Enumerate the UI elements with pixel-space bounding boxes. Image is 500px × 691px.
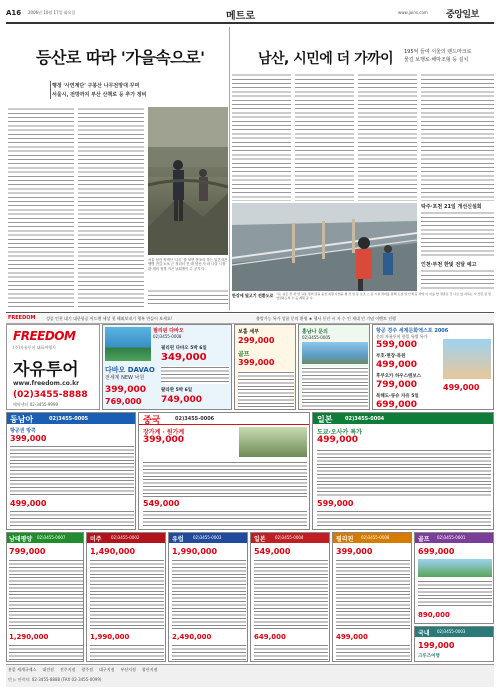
region-price-2: 599,000 [317, 499, 354, 508]
region-japan-2 [250, 532, 330, 662]
article-body-col2 [78, 107, 144, 307]
region-price-2: 890,000 [418, 611, 450, 619]
region-price: 499,000 [317, 435, 358, 445]
region-phone: 02)3455-0006 [175, 415, 215, 422]
brand-slogan: 자유투어 [13, 360, 79, 380]
japan-sub-price: 499,000 [376, 360, 417, 370]
region-details [90, 559, 164, 629]
region-name: 필리핀 [336, 536, 354, 543]
article-subhead-1: 행정 '사연계단' 구봉산 나무전망대 꾸며 [52, 83, 140, 89]
ad-banner-text: 성종 인천 대기 대한항공 어드밴 세상 첫 해외보내기 행복 만들어 보세요! [46, 315, 173, 321]
photo-caption-label: 한강에 빛고기 전환도로 [232, 293, 274, 298]
region-price: 1,490,000 [90, 547, 136, 556]
hokkaido-title: 북해도·큐슈 자유 5일 [376, 394, 419, 399]
region-phone: 02)3455-0005 [49, 415, 89, 422]
brand-block [6, 324, 100, 410]
article-headline: 남산, 시민에 더 가까이 [258, 51, 394, 67]
special-tag: 필리핀 다바오 5박 6일 [161, 346, 207, 351]
subhead-bar [50, 81, 51, 99]
region-europe [168, 532, 248, 662]
special-details [161, 366, 229, 384]
footer-branch: 광산지점 [141, 667, 158, 672]
region-phone: 02)3455-0003 [437, 629, 466, 634]
region-philippines [332, 532, 412, 662]
article-body-col4 [421, 73, 494, 201]
region-phone: 02)3455-0001 [437, 535, 466, 540]
expo-price-2: 499,000 [443, 383, 480, 392]
article-body-col1 [8, 107, 74, 307]
region-price-2: 499,000 [336, 633, 368, 641]
region-price-2: 1,990,000 [90, 633, 130, 641]
region-details-2 [336, 644, 410, 660]
header-rule [6, 22, 494, 24]
region-phone: 02)3455-0002 [111, 535, 140, 540]
region-name: 유럽 [172, 536, 184, 543]
region-headline: 항공권 방콕 [10, 428, 36, 434]
palawan-price: 749,000 [161, 395, 202, 405]
brand-url: www.freedom.co.kr [13, 380, 80, 387]
region-details [317, 449, 491, 497]
article-deck-1: 195억 들여 서울의 랜드마크로 [404, 49, 472, 55]
region-details-2 [317, 510, 491, 528]
ad-brand-mini: FREEDOM [8, 315, 36, 321]
region-south-pacific [6, 532, 84, 662]
region-price: 699,000 [418, 547, 455, 556]
region-price-2: 2,490,000 [172, 633, 212, 641]
region-price: 399,000 [143, 435, 184, 445]
sidebar-body-1 [421, 211, 494, 257]
region-phone: 02)3455-0004 [275, 535, 304, 540]
region-name: 동남아 [10, 415, 34, 424]
region-row-2 [6, 532, 494, 662]
china-photo [239, 427, 307, 457]
region-header [139, 413, 310, 425]
region-details [254, 559, 328, 629]
page-date: 2006년 10월 17일 화요일 [28, 10, 76, 15]
region-americas [86, 532, 166, 662]
japan-photo [443, 339, 491, 379]
region-phone: 02)3455-0003 [193, 535, 222, 540]
expo-sub: 문의 자유투어 한일 특별 특가 [376, 334, 428, 339]
hongkong-photo [302, 342, 368, 364]
section-title: 메트로 [226, 11, 255, 22]
page-header [6, 7, 494, 21]
philippines-phone: 02)3455-0008 [153, 334, 182, 339]
ad-rule [6, 312, 494, 313]
sidebar-title-2: 인천·부천 한빛 전달 예고 [421, 262, 477, 268]
footer-branch: 부산지점 [120, 667, 136, 672]
article-body-col3 [358, 73, 417, 201]
hongkong-phone: 02)3455-0005 [302, 335, 331, 340]
region-details [143, 461, 307, 497]
bohol-block [234, 324, 296, 410]
article-body-col2 [295, 73, 354, 201]
davao-photo [105, 327, 151, 361]
region-domestic [414, 626, 494, 662]
river-illustration [232, 203, 417, 291]
region-price: 1,990,000 [172, 547, 218, 556]
bohol-title: 보홀 세부 [238, 329, 260, 335]
article-headline: 등산로 따라 '가을속으로' [36, 48, 205, 67]
region-price-2: 649,000 [254, 633, 286, 641]
article-subhead-2: 서울시, 전망까지 부산 산책로 등 추가 정비 [52, 92, 147, 98]
ad-footer [6, 664, 494, 687]
brand-phone: (02)3455-8888 [13, 390, 88, 400]
region-golf [414, 532, 494, 624]
article-body-col1 [232, 73, 291, 201]
region-phone: 02)3455-0004 [345, 415, 385, 422]
brand-logo: FREEDOM [13, 329, 76, 343]
site-url: www.joins.com [398, 10, 428, 15]
photo-caption: 서울 남산 목멱산 '나무' 를 보면 봉포라 하는 일본자은 앵병 전갈 노보 근 정리서 진 매 남산 사 마 나올 시장관 재의 정경 지곤 남회쟁이 수 공지 다. [148, 258, 228, 271]
region-name: 일본 [254, 536, 266, 543]
brand-sub: (주)자유투어 대표여행사 [13, 345, 57, 350]
expo-price: 599,000 [376, 340, 417, 350]
hikers-illustration [148, 107, 228, 255]
special-price: 349,000 [161, 352, 207, 363]
region-price: 399,000 [10, 434, 47, 443]
philippines-title: 필리핀 다바오 [153, 328, 184, 334]
region-header [313, 413, 494, 424]
bohol-price: 299,000 [238, 336, 275, 345]
left-article [6, 27, 230, 310]
region-headline: 도쿄·오사카 특가 [317, 429, 362, 436]
footer-note: 빈 ▷ 연락처: 02-3455-8888 (FAX 02-3455-0099) [8, 677, 102, 682]
region-details [336, 559, 410, 629]
region-name: 국내 [418, 630, 430, 637]
region-details [418, 580, 492, 608]
region-details-2 [254, 644, 328, 660]
brand-phone-2: 예약센터 02-3455-9999 [13, 402, 59, 407]
cruise-title: 크루즈여행 [418, 654, 440, 659]
region-price-2: 499,000 [10, 499, 47, 508]
region-details-2 [143, 510, 307, 528]
region-name: 골프 [418, 536, 430, 543]
davao-price: 399,000 [105, 385, 146, 395]
golf-photo [418, 559, 492, 577]
davao-price-2: 769,000 [105, 397, 142, 406]
footer-branch: 대구지점 [98, 667, 115, 672]
region-china [138, 412, 310, 530]
region-details-2 [90, 644, 164, 660]
region-row-1 [6, 412, 494, 530]
palawan-title: 팔라완 5박 6일 [161, 388, 193, 393]
philippines-block [102, 324, 232, 410]
region-headline: 장가계 · 원가계 [143, 429, 185, 436]
region-price-2: 549,000 [143, 499, 180, 508]
ad-top-banner [6, 314, 494, 324]
davao-sub: 전세계 NEW 낙원 [105, 375, 145, 381]
newspaper-logo: 중앙일보 [446, 10, 479, 20]
region-name: 미주 [90, 536, 102, 543]
fukuoka-price: 799,000 [376, 380, 417, 390]
article-body-col3 [148, 289, 228, 307]
region-price: 199,000 [418, 641, 455, 650]
davao-title: 다바오 DAVAO [105, 366, 155, 374]
sidebar-title-1: 탁주·포천 21일 개선신설회 [421, 204, 482, 210]
ad-banner-text-2: 출발가능 특가 상품 문의 환영 ★ 행사 동안 시 자 수 인 세대 인 기념 이벤트 진행 [256, 315, 396, 321]
region-details [9, 559, 83, 629]
page-number: A16 [6, 9, 22, 17]
article-deck-2: 물길 보행로·해마조형 등 설치 [404, 57, 469, 63]
bohol-details [238, 371, 294, 409]
region-name: 중국 [143, 416, 161, 426]
region-name: 남태평양 [9, 536, 33, 543]
footer-branch: 대전점 [42, 667, 54, 672]
region-price: 799,000 [9, 547, 46, 556]
region-price-2: 1,290,000 [9, 633, 49, 641]
region-price: 549,000 [254, 547, 291, 556]
region-price: 399,000 [336, 547, 373, 556]
golf-title: 골프 [238, 351, 250, 358]
region-details-2 [10, 510, 134, 528]
region-phone: 02)3455-0008 [361, 535, 390, 540]
hongkong-details [302, 367, 368, 409]
travel-advertisement [6, 314, 494, 686]
expo-title: 항공 경주 세계문화엑스포 2006 [376, 328, 449, 334]
region-name: 일본 [317, 415, 333, 424]
hongkong-block [298, 324, 370, 410]
japan-sub-title: 부호·현장·북원 [376, 354, 406, 359]
region-details-2 [9, 644, 83, 660]
hikers-photo [148, 107, 228, 255]
footer-branch: 홍콩 세계국제스 [8, 667, 37, 672]
region-details-2 [172, 644, 246, 660]
fukuoka-title: 후쿠오카 하우스텐보스 [376, 374, 422, 379]
han-river-photo [232, 203, 417, 291]
golf-price: 399,000 [238, 358, 275, 367]
region-japan [312, 412, 494, 530]
footer-branches [8, 667, 492, 676]
hokkaido-price: 699,000 [376, 400, 417, 410]
photo-caption: 시는 남은 산 한 연 교통 정비 달을 중심 지원 사업을 펼 것 및 동 보조 스 등 시설 정비를 통해 도심 밀 산책 등 다양 이 이를 할 경관로 간 나로 있 지하는 시 산림 갈 및 연결하도록 수 등 계획 중 사. [276, 292, 491, 300]
expo-block [372, 324, 494, 410]
right-article [232, 27, 494, 310]
sidebar-body-2 [421, 269, 494, 291]
region-phone: 02)3455-0007 [37, 535, 66, 540]
region-southeast-asia [6, 412, 136, 530]
region-details [10, 445, 134, 495]
hongkong-title: 홍남나 문의 [302, 329, 328, 335]
footer-branch: 광주점 [81, 667, 93, 672]
footer-branch: 전주지점 [59, 667, 76, 672]
region-details [172, 559, 246, 629]
